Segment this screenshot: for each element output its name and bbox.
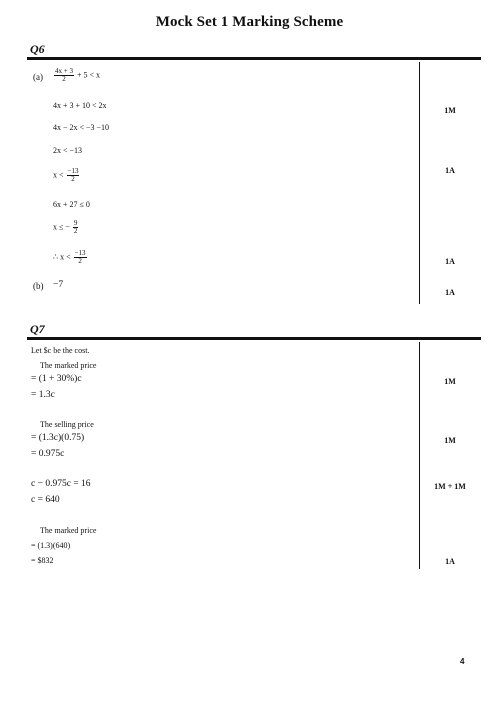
q7-marked-price-label: The marked price [40,361,97,370]
page-number: 4 [460,657,465,666]
q7-mark-4: 1A [445,557,455,566]
q6-step-7-numerator: 9 [73,219,78,227]
q6-step-8-prefix: ∴ x < [53,252,71,262]
q7-equation-2: c = 640 [31,495,60,505]
page-title: Mock Set 1 Marking Scheme [155,14,344,30]
q7-marked-price-step-1: = (1 + 30%)c [31,374,82,384]
q6-part-b-answer: −7 [53,280,64,290]
q7-marked-price-label-2: The marked price [40,526,97,535]
q7-rule [27,337,481,340]
q7-mark-column-divider [419,342,420,569]
q6-step-4: 2x < −13 [53,146,83,155]
q6-step-3: 4x − 2x < −3 −10 [53,123,110,132]
q7-mark-2: 1M [444,436,456,445]
q6-step-1 [53,68,100,84]
q6-step-8 [53,250,88,266]
q7-selling-price-step-2: = 0.975c [31,449,65,459]
q6-part-b-label: (b) [33,281,44,291]
q6-step-7-denominator: 2 [73,227,78,236]
question-6-heading: Q6 [30,42,45,56]
q7-marked-price-step-3: = (1.3)(640) [31,541,71,550]
q7-selling-price-step-1: = (1.3c)(0.75) [31,433,85,443]
q7-selling-price-label: The selling price [40,420,94,429]
q6-rule [27,57,481,60]
q6-step-1-rest: + 5 < x [76,70,100,80]
q6-step-5-prefix: x < [53,170,64,180]
q6-step-1-denominator: 2 [62,75,66,84]
q6-step-5-numerator: −13 [67,167,79,175]
q6-step-8-numerator: −13 [74,249,86,257]
q7-mark-1: 1M [444,377,456,386]
q6-step-8-denominator: 2 [78,257,82,266]
question-7-heading: Q7 [30,322,45,336]
q6-step-6: 6x + 27 ≤ 0 [53,200,90,209]
q7-equation-1: c − 0.975c = 16 [31,479,91,489]
q6-mark-column-divider [419,62,420,304]
q6-mark-2: 1A [445,166,455,175]
q6-step-5 [53,168,80,184]
q6-step-7 [53,220,79,236]
q6-mark-3: 1A [445,257,455,266]
q6-step-7-prefix: x ≤ − [53,222,70,232]
q6-step-2: 4x + 3 + 10 < 2x [53,101,107,110]
q7-let-statement: Let $c be the cost. [31,346,90,355]
q6-step-5-denominator: 2 [71,175,75,184]
q6-step-1-numerator: 4x + 3 [55,67,73,75]
q7-marked-price-step-4: = $832 [31,556,54,565]
q6-part-a-label: (a) [33,72,43,82]
q6-mark-1: 1M [444,106,456,115]
q7-mark-3: 1M + 1M [434,482,466,491]
q7-marked-price-step-2: = 1.3c [31,390,55,400]
q6-mark-4: 1A [445,288,455,297]
